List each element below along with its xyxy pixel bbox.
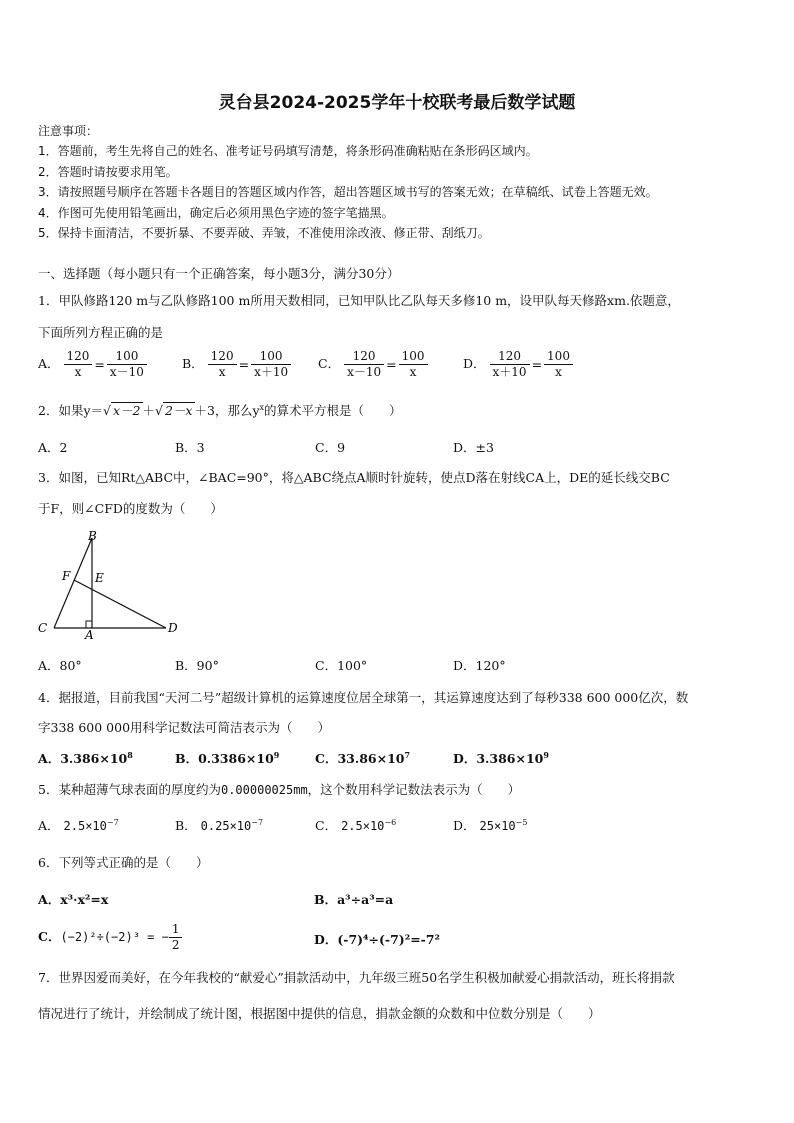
label-e: E: [95, 571, 104, 585]
question-6-stem: 6．下列等式正确的是（ ）: [38, 855, 209, 870]
q6-option-a[interactable]: A．x³·x²=x: [38, 892, 109, 907]
option-label: B．: [182, 356, 204, 371]
question-1-stem-2: 下面所列方程正确的是: [38, 325, 164, 340]
label-b: B: [88, 529, 97, 543]
fraction: $\frac{120}{x-10}$: [344, 349, 384, 380]
q4-option-b[interactable]: B．$0.3386\times 10^9$: [175, 749, 280, 766]
notice-item: 1．答题前，考生先将自己的姓名、准考证号码填写清楚，将条形码准确粘贴在条形码区域内。: [38, 144, 538, 158]
option-label: D．: [463, 356, 486, 371]
right-angle-mark: [86, 621, 92, 628]
exam-title: 灵台县2024-2025学年十校联考最后数学试题: [218, 93, 576, 113]
q3-option-d[interactable]: D．120°: [453, 658, 506, 673]
question-4-stem: 4．据报道，目前我国“天河二号”超级计算机的运算速度位居全球第一，其运算速度达到了每秒338 600 000亿次，数: [38, 690, 689, 705]
fraction: $\frac{120}{x+10}$: [490, 349, 530, 380]
q5-option-b[interactable]: B． $0.25\times 10^{-7}$: [175, 817, 264, 833]
fraction: $\frac{120}{x}$: [208, 349, 237, 380]
notice-item: 2．答题时请按要求用笔。: [38, 165, 178, 179]
q2-option-b[interactable]: B．3: [175, 440, 205, 455]
question-5-stem: 5．某种超薄气球表面的厚度约为0.00000025mm，这个数用科学记数法表示为（ ）: [38, 782, 521, 797]
notice-item: 3．请按照题号顺序在答题卡各题目的答题区域内作答，超出答题区域书写的答案无效；在草稿纸、试卷上答题无效。: [38, 185, 658, 199]
sqrt-2-minus-x: 2－x: [164, 403, 193, 418]
label-a: A: [85, 628, 94, 642]
fraction: $\frac{120}{x}$: [64, 349, 93, 380]
q1-option-c[interactable]: C． $\frac{120}{x-10}$ = $\frac{100}{x}$: [318, 349, 428, 380]
notice-item: 4．作图可先使用铅笔画出，确定后必须用黑色字迹的签字笔描黑。: [38, 206, 394, 220]
q1-option-d[interactable]: D． $\frac{120}{x+10}$ = $\frac{100}{x}$: [463, 349, 573, 380]
fraction: $\frac{100}{x+10}$: [251, 349, 291, 380]
label-d: D: [168, 621, 178, 635]
question-3-stem-2: 于F，则∠CFD的度数为（ ）: [38, 501, 223, 516]
question-3-stem: 3．如图，已知Rt△ABC中，∠BAC=90°，将△ABC绕点A顺时针旋转，使点D落在射线CA上，DE的延长线交BC: [38, 470, 670, 485]
sqrt-x-minus-2: x－2: [112, 403, 141, 418]
label-c: C: [38, 621, 48, 635]
q6-option-c[interactable]: C．(−2)²÷(−2)³ = − $\frac{1}{2}$: [38, 922, 182, 953]
question-4-stem-2: 字338 600 000用科学记数法可简洁表示为（ ）: [38, 720, 331, 735]
question-1-stem: 1．甲队修路120 m与乙队修路100 m所用天数相同，已知甲队比乙队每天多修10 m，设甲队每天修路xm.依题意，: [38, 293, 680, 308]
q5-option-a[interactable]: A． $2.5\times 10^{-7}$: [38, 817, 119, 833]
q1-option-b[interactable]: B． $\frac{120}{x}$ = $\frac{100}{x+10}$: [182, 349, 291, 380]
option-label: C．: [318, 356, 341, 371]
q5-option-c[interactable]: C． $2.5\times 10^{-6}$: [315, 817, 397, 833]
notice-heading: 注意事项：: [38, 124, 99, 138]
q4-option-c[interactable]: C．$33.86\times 10^7$: [315, 749, 411, 766]
q5-option-d[interactable]: D． $25\times 10^{-5}$: [453, 817, 528, 833]
q2-option-d[interactable]: D．±3: [453, 440, 494, 455]
fraction: $\frac{100}{x}$: [399, 349, 428, 380]
q6-option-d[interactable]: D．(-7)⁴÷(-7)²=-7²: [314, 932, 441, 947]
fraction: $\frac{1}{2}$: [169, 922, 183, 953]
q1-option-a[interactable]: A． $\frac{120}{x}$ = $\frac{100}{x-10}$: [38, 349, 147, 380]
option-label: A．: [38, 356, 60, 371]
fraction: $\frac{100}{x-10}$: [107, 349, 147, 380]
q2-option-a[interactable]: A．2: [38, 440, 68, 455]
q4-option-a[interactable]: A．$3.386\times 10^8$: [38, 749, 133, 766]
q3-option-c[interactable]: C．100°: [315, 658, 368, 673]
question-7-stem: 7．世界因爱而美好，在今年我校的“献爱心”捐款活动中，九年级三班50名学生积极加献爱心捐款活动，班长将捐款: [38, 970, 675, 985]
q3-option-a[interactable]: A．80°: [38, 658, 82, 673]
fraction: $\frac{100}{x}$: [544, 349, 573, 380]
q2-option-c[interactable]: C．9: [315, 440, 346, 455]
q6-option-b[interactable]: B．a³÷a³=a: [314, 892, 394, 907]
notice-item: 5．保持卡面清洁，不要折暴、不要弄破、弄皱，不准使用涂改液、修正带、刮纸刀。: [38, 226, 490, 240]
section-heading: 一、选择题（每小题只有一个正确答案，每小题3分，满分30分）: [38, 266, 400, 281]
segment-cb: [54, 538, 92, 628]
question-7-stem-2: 情况进行了统计，并绘制成了统计图，根据图中提供的信息，捐款金额的众数和中位数分别是（ ）: [38, 1006, 601, 1021]
q3-option-b[interactable]: B．90°: [175, 658, 219, 673]
q4-option-d[interactable]: D．$3.386\times 10^9$: [453, 749, 549, 766]
label-f: F: [62, 569, 71, 583]
triangle-figure: [34, 528, 184, 643]
question-2-stem: 2．如果y＝√ x－2 ＋√ 2－x ＋3，那么$y^x$的算术平方根是（ ）: [38, 402, 402, 418]
